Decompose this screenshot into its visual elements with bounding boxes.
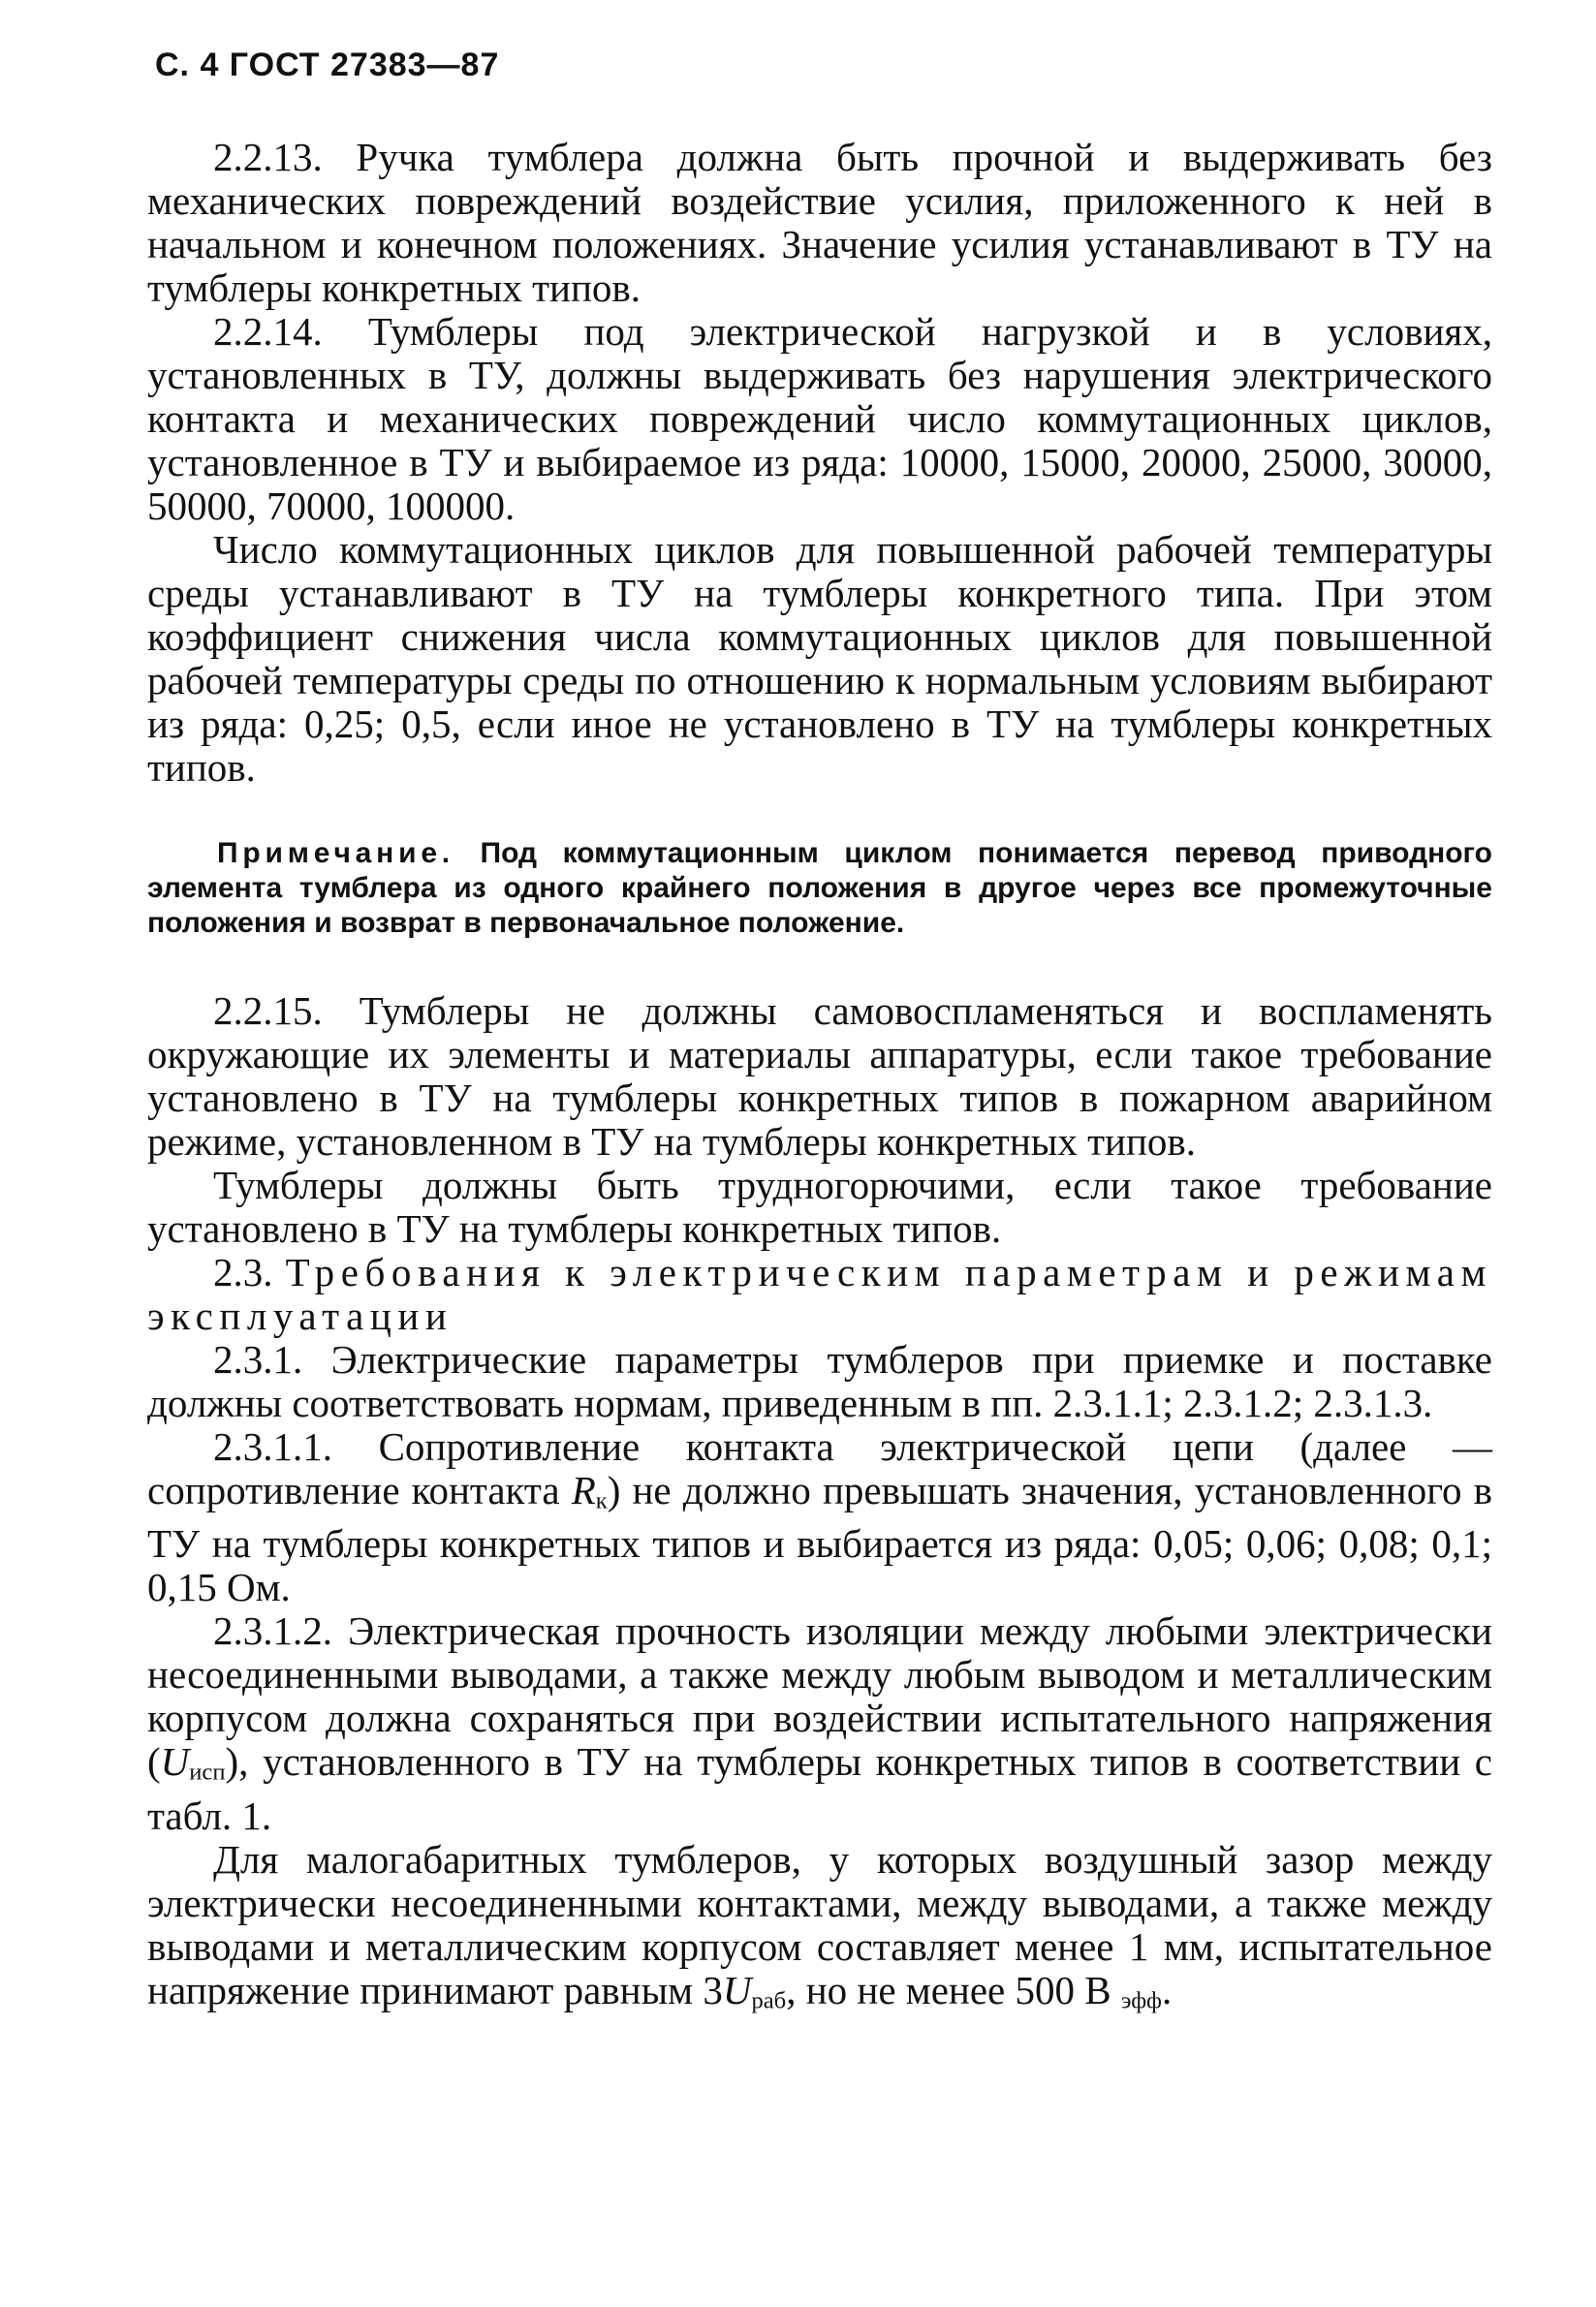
clause-text: . [1162,1967,1173,2012]
running-head: С. 4 ГОСТ 27383—87 [155,47,500,83]
subscript-eff: эфф [1120,1987,1162,2014]
section-2-3-heading [147,1251,1492,1338]
clause-text: ), установленного в ТУ на тумблеры конкретных типов в соответствии с табл. 1. [147,1739,1492,1838]
section-title: Требования к электрическим параметрам и режимам эксплуатации [147,1250,1493,1338]
subscript-rab: раб [751,1987,787,2014]
clause-text: Для малогабаритных тумблеров, у которых воздушный зазор между электрически несоединенными контактами, между выводами, а также между выводами и металлическим корпусом составляет менее 1 мм, испытательное напряжение принимают равным 3 [147,1836,1492,2012]
subscript-isp: исп [189,1759,226,1786]
clause-2-3-1: 2.3.1. Электрические параметры тумблеров при приемке и поставке должны соответствовать нормам, приведенным в пп. 2.3.1.1; 2.3.1.2; 2.3.1.3. [147,1337,1492,1425]
symbol-r: R [571,1468,596,1512]
note [147,836,1492,941]
clause-2-3-1-2 [147,1609,1492,1837]
note-label: Примечание. [217,837,454,869]
clause-2-2-15-continuation: Тумблеры должны быть трудногорючими, если такое требование установлено в ТУ на тумблеры конкретных типов. [147,1163,1492,1251]
section-number: 2.3. [213,1250,273,1294]
clause-2-3-1-2-continuation [147,1838,1492,2022]
note-text: Под коммутационным циклом понимается перевод приводного элемента тумблера из одного крайнего положения в другое через все промежуточные положения и возврат в первоначальное положение. [147,837,1492,939]
clause-2-3-1-1 [147,1425,1492,1609]
subscript-k: к [595,1487,608,1514]
clause-2-2-14-continuation: Число коммутационных циклов для повышенной рабочей температуры среды устанавливают в ТУ на тумблеры конкретного типа. При этом коэффициент снижения числа коммутационных циклов для повышенной рабочей температуры среды по отношению к нормальным условиям выбирают из ряда: 0,25; 0,5, если иное не установлено в ТУ на тумблеры конкретных типов. [147,527,1492,790]
clause-text: 2.3.1.1. Сопротивление контакта электрической цепи (далее — сопротивление контакта [147,1424,1492,1512]
clause-text: 2.3.1.2. Электрическая прочность изоляции между любыми электрически несоединенными выводами, а также между любым выводом и металлическим корпусом должна сохраняться при воздействии испытательного напряжения ( [147,1608,1492,1785]
clause-2-2-13: 2.2.13. Ручка тумблера должна быть прочной и выдерживать без механических повреждений воздействие усилия, приложенного к ней в начальном и конечном положениях. Значение усилия устанавливают в ТУ на тумблеры конкретных типов. [147,135,1492,310]
page-body [147,136,1492,2022]
symbol-u: U [160,1739,190,1785]
symbol-u: U [722,1967,752,2012]
clause-text: ) не должно превышать значения, установленного в ТУ на тумблеры конкретных типов и выбирается из ряда: 0,05; 0,06; 0,08; 0,1; 0,15 Ом. [147,1468,1492,1610]
clause-2-2-15: 2.2.15. Тумблеры не должны самовоспламеняться и воспламенять окружающие их элементы и материалы аппаратуры, если такое требование установлено в ТУ на тумблеры конкретных типов в пожарном аварийном режиме, установленном в ТУ на тумблеры конкретных типов. [147,988,1492,1164]
clause-2-2-14: 2.2.14. Тумблеры под электрической нагрузкой и в условиях, установленных в ТУ, должны выдерживать без нарушения электрического контакта и механических повреждений число коммутационных циклов, установленное в ТУ и выбираемое из ряда: 10000, 15000, 20000, 25000, 30000, 50000, 70000, 100000. [147,309,1492,528]
clause-text: , но не менее 500 В [786,1967,1121,2012]
